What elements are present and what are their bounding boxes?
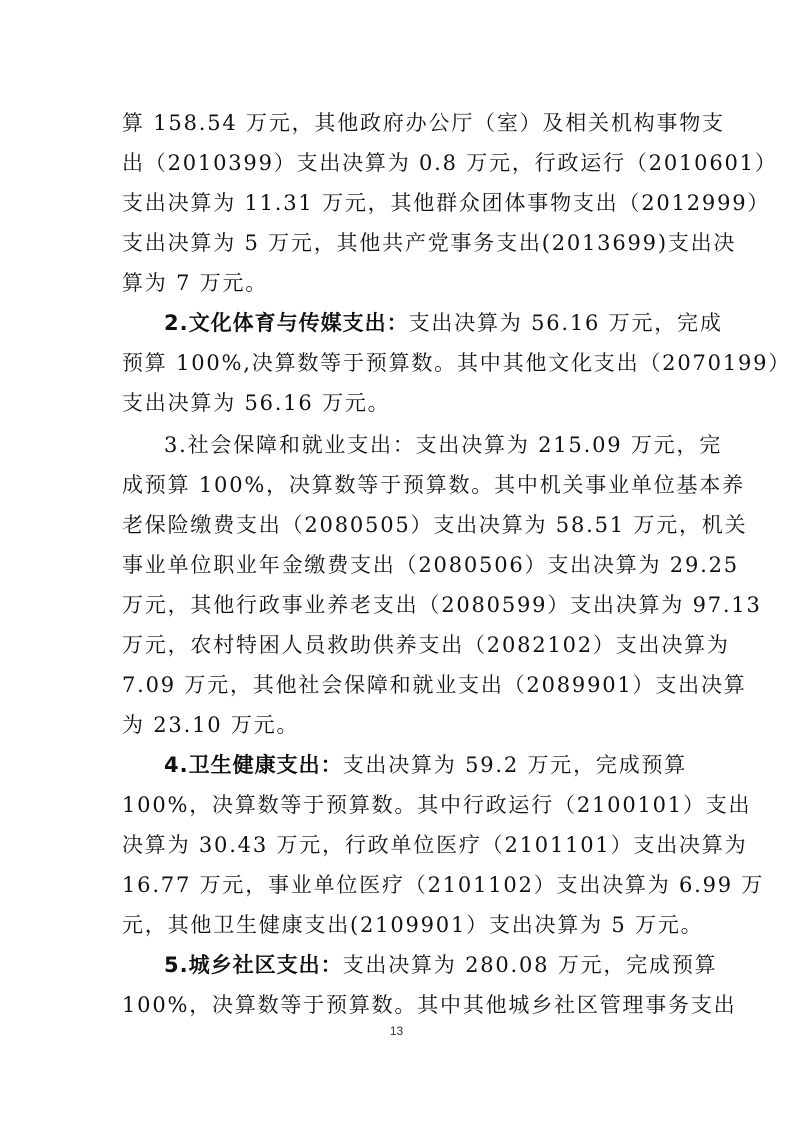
text-line: 7.09 万元，其他社会保障和就业支出（2089901）支出决算 bbox=[122, 673, 747, 697]
text-fragment: 支出决算为 280.08 万元，完成预算 bbox=[342, 953, 718, 977]
heading-culture: 2.文化体育与传媒支出： bbox=[164, 311, 409, 335]
text-line: 成预算 100%，决算数等于预算数。其中机关事业单位基本养 bbox=[122, 473, 745, 497]
text-fragment: 支出决算为 56.16 万元，完成 bbox=[408, 311, 723, 335]
text-line: 16.77 万元，事业单位医疗（2101102）支出决算为 6.99 万 bbox=[122, 873, 765, 897]
text-line: 为 23.10 万元。 bbox=[122, 713, 300, 737]
text-line: 支出决算为 11.31 万元，其他群众团体事物支出（2012999） bbox=[122, 191, 771, 215]
heading-urban: 5.城乡社区支出： bbox=[164, 953, 343, 977]
text-line: 支出决算为 5 万元，其他共产党事务支出(2013699)支出决 bbox=[122, 231, 737, 255]
paragraph-health bbox=[164, 750, 688, 780]
text-fragment: 支出决算为 59.2 万元，完成预算 bbox=[342, 753, 688, 777]
text-line: 出（2010399）支出决算为 0.8 万元，行政运行（2010601） bbox=[122, 151, 778, 175]
text-line: 100%，决算数等于预算数。其中其他城乡社区管理事务支出 bbox=[122, 993, 737, 1017]
text-line: 算 158.54 万元，其他政府办公厅（室）及相关机构事物支 bbox=[122, 111, 725, 135]
heading-health: 4.卫生健康支出： bbox=[164, 753, 343, 777]
text-line: 支出决算为 56.16 万元。 bbox=[122, 391, 391, 415]
text-line: 元，其他卫生健康支出(2109901）支出决算为 5 万元。 bbox=[122, 913, 704, 937]
text-line: 3.社会保障和就业支出：支出决算为 215.09 万元，完 bbox=[164, 433, 723, 457]
text-line: 万元，农村特困人员救助供养支出（2082102）支出决算为 bbox=[122, 633, 730, 657]
text-line: 万元，其他行政事业养老支出（2080599）支出决算为 97.13 bbox=[122, 593, 762, 617]
text-line: 事业单位职业年金缴费支出（2080506）支出决算为 29.25 bbox=[122, 553, 739, 577]
text-line: 预算 100%,决算数等于预算数。其中其他文化支出（2070199） bbox=[122, 351, 792, 375]
paragraph-culture bbox=[164, 308, 723, 338]
text-line: 老保险缴费支出（2080505）支出决算为 58.51 万元，机关 bbox=[122, 513, 748, 537]
page-number: 13 bbox=[389, 1024, 404, 1038]
text-line: 算为 7 万元。 bbox=[122, 271, 269, 295]
paragraph-urban bbox=[164, 950, 718, 980]
text-line: 100%，决算数等于预算数。其中行政运行（2100101）支出 bbox=[122, 793, 752, 817]
text-line: 决算为 30.43 万元，行政单位医疗（2101101）支出决算为 bbox=[122, 833, 748, 857]
